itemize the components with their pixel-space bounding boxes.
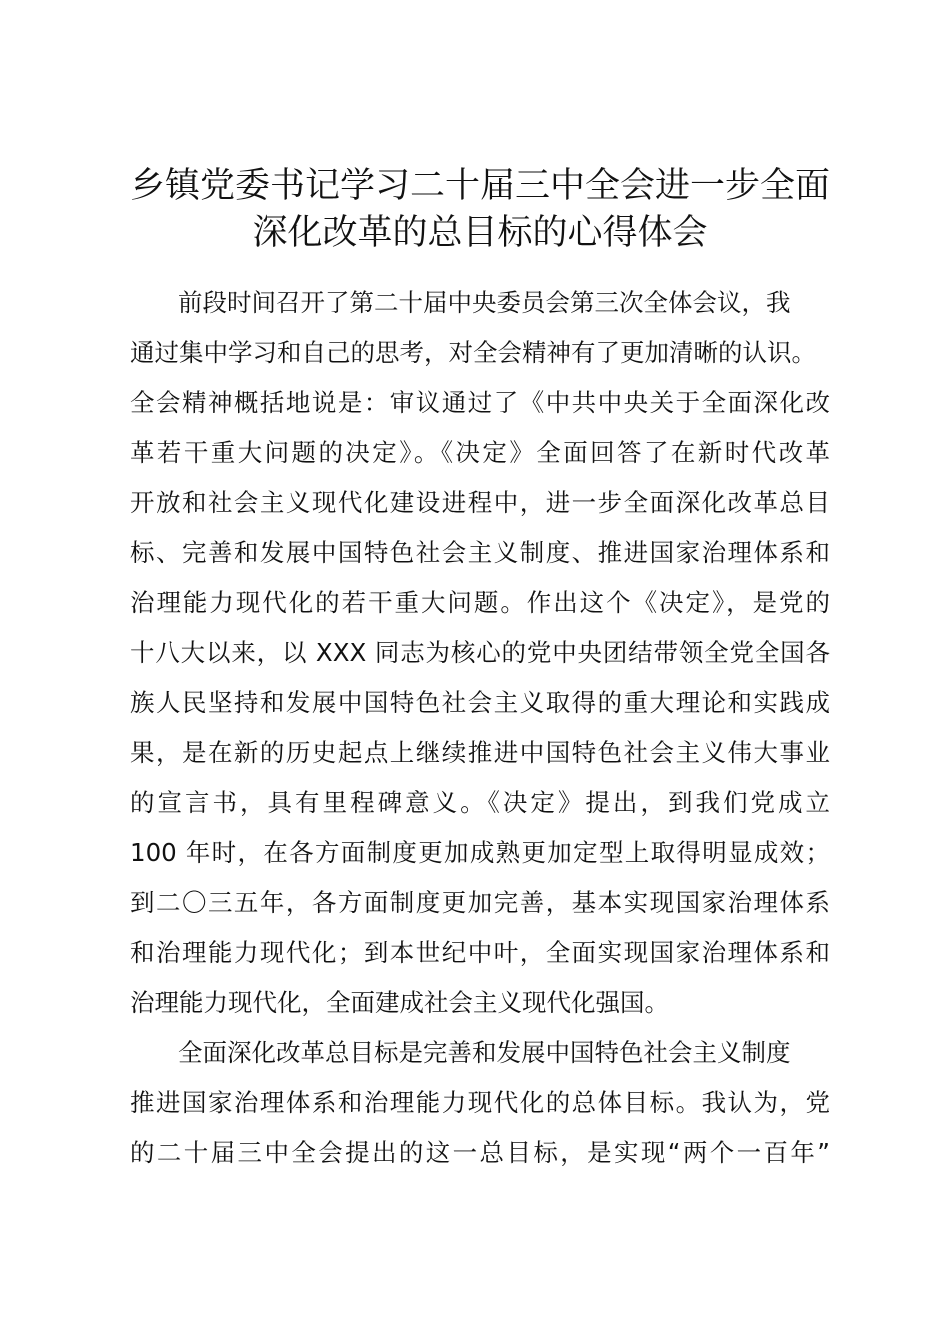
document-title-line-1: 乡镇党委书记学习二十届三中全会进一步全面 — [129, 166, 830, 206]
paragraph-2-line: 全面深化改革总目标是完善和发展中国特色社会主义制度 — [178, 1038, 791, 1067]
paragraph-1-line: 治理能力现代化的若干重大问题。作出这个《决定》，是党的 — [130, 588, 830, 617]
paragraph-1-line: 到二〇三五年，各方面制度更加完善，基本实现国家治理体系 — [130, 888, 830, 917]
paragraph-1-line: 治理能力现代化，全面建成社会主义现代化强国。 — [130, 988, 669, 1017]
paragraph-1-line: 前段时间召开了第二十届中央委员会第三次全体会议，我 — [178, 288, 791, 317]
paragraph-1-line: 全会精神概括地说是：审议通过了《中共中央关于全面深化改 — [130, 388, 830, 417]
paragraph-1-line: 果，是在新的历史起点上继续推进中国特色社会主义伟大事业 — [130, 738, 830, 767]
document-title-line-2: 深化改革的总目标的心得体会 — [252, 213, 708, 253]
paragraph-1-line: 十八大以来，以 XXX 同志为核心的党中央团结带领全党全国各 — [130, 638, 830, 667]
paragraph-2-line: 的二十届三中全会提出的这一总目标，是实现“两个一百年” — [130, 1138, 830, 1167]
paragraph-1-line: 标、完善和发展中国特色社会主义制度、推进国家治理体系和 — [130, 538, 830, 567]
paragraph-1-line: 革若干重大问题的决定》。《决定》全面回答了在新时代改革 — [130, 438, 830, 467]
paragraph-1-line: 通过集中学习和自己的思考，对全会精神有了更加清晰的认识。 — [130, 338, 816, 367]
paragraph-1-line: 100 年时，在各方面制度更加成熟更加定型上取得明显成效； — [130, 838, 830, 867]
paragraph-1-line: 族人民坚持和发展中国特色社会主义取得的重大理论和实践成 — [130, 688, 830, 717]
paragraph-1-line: 和治理能力现代化；到本世纪中叶，全面实现国家治理体系和 — [130, 938, 830, 967]
paragraph-1-line: 开放和社会主义现代化建设进程中，进一步全面深化改革总目 — [130, 488, 830, 517]
paragraph-1-line: 的宣言书，具有里程碑意义。《决定》提出，到我们党成立 — [130, 788, 830, 817]
paragraph-2-line: 推进国家治理体系和治理能力现代化的总体目标。我认为，党 — [130, 1088, 830, 1117]
